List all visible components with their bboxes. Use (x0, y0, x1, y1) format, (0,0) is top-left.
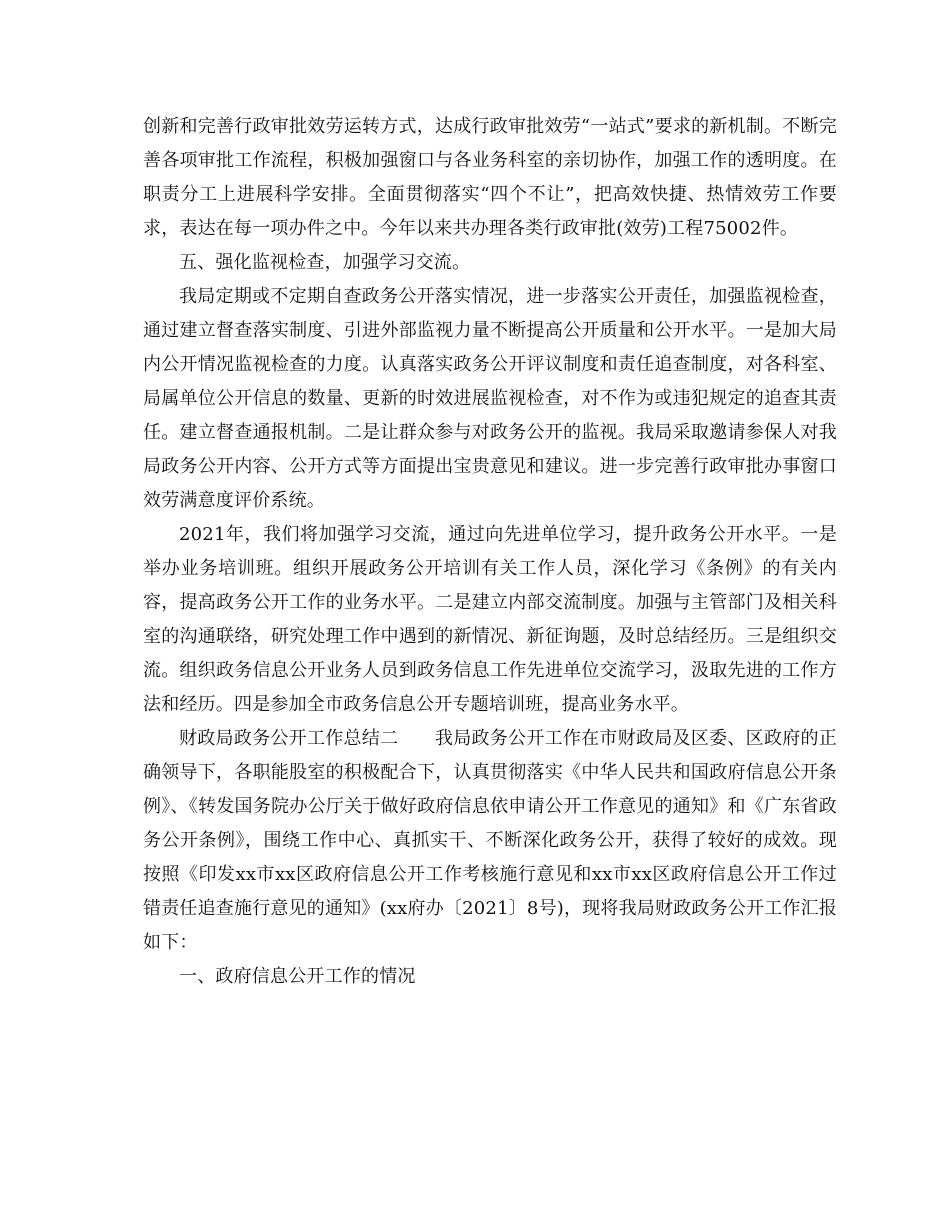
paragraph-learning-exchange: 2021年，我们将加强学习交流，通过向先进单位学习，提升政务公开水平。一是举办业务培训班。组织开展政务公开培训有关工作人员，深化学习《条例》的有关内容，提高政务公开工作的业务水平。二是建立内部交流制度。加强与主管部门及相关科室的沟通联络，研究处理工作中遇到的新情况、新征询题，及时总结经历。三是组织交流。组织政务信息公开业务人员到政务信息工作先进单位交流学习，汲取先进的工作方法和经历。四是参加全市政务信息公开专题培训班，提高业务水平。 (143, 524, 837, 715)
paragraph-approval-mechanism: 创新和完善行政审批效劳运转方式，达成行政审批效劳“一站式”要求的新机制。不断完善各项审批工作流程，积极加强窗口与各业务科室的亲切协作，加强工作的透明度。在职责分工上进展科学安排。全面贯彻落实“四个不让”，把高效快捷、热情效劳工作要求，表达在每一项办件之中。今年以来共办理各类行政审批(效劳)工程75002件。 (143, 116, 837, 239)
paragraph-summary-two: 财政局政务公开工作总结二 我局政务公开工作在市财政局及区委、区政府的正确领导下，各职能股室的积极配合下，认真贯彻落实《中华人民共和国政府信息公开条例》、《转发国务院办公厅关于做好政府信息依申请公开工作意见的通知》和《广东省政务公开条例》，围绕工作中心、真抓实干、不断深化政务公开，获得了较好的成效。现按照《印发xx市xx区政府信息公开工作考核施行意见和xx市xx区政府信息公开工作过错责任追查施行意见的通知》(xx府办〔2021〕8号)，现将我局财政政务公开工作汇报如下： (143, 728, 838, 953)
paragraph-self-inspection: 我局定期或不定期自查政务公开落实情况，进一步落实公开责任，加强监视检查，通过建立督查落实制度、引进外部监视力量不断提高公开质量和公开水平。一是加大局内公开情况监视检查的力度。认真落实政务公开评议制度和责任追查制度，对各科室、局属单位公开信息的数量、更新的时效进展监视检查，对不作为或违犯规定的追查其责任。建立督查通报机制。二是让群众参与对政务公开的监视。我局采取邀请参保人对我局政务公开内容、公开方式等方面提出宝贵意见和建议。进一步完善行政审批办事窗口效劳满意度评价系统。 (143, 286, 837, 511)
section-heading-government-info: 一、政府信息公开工作的情况 (179, 966, 416, 987)
section-heading-supervision: 五、强化监视检查，加强学习交流。 (179, 252, 471, 273)
document-body (143, 110, 837, 994)
